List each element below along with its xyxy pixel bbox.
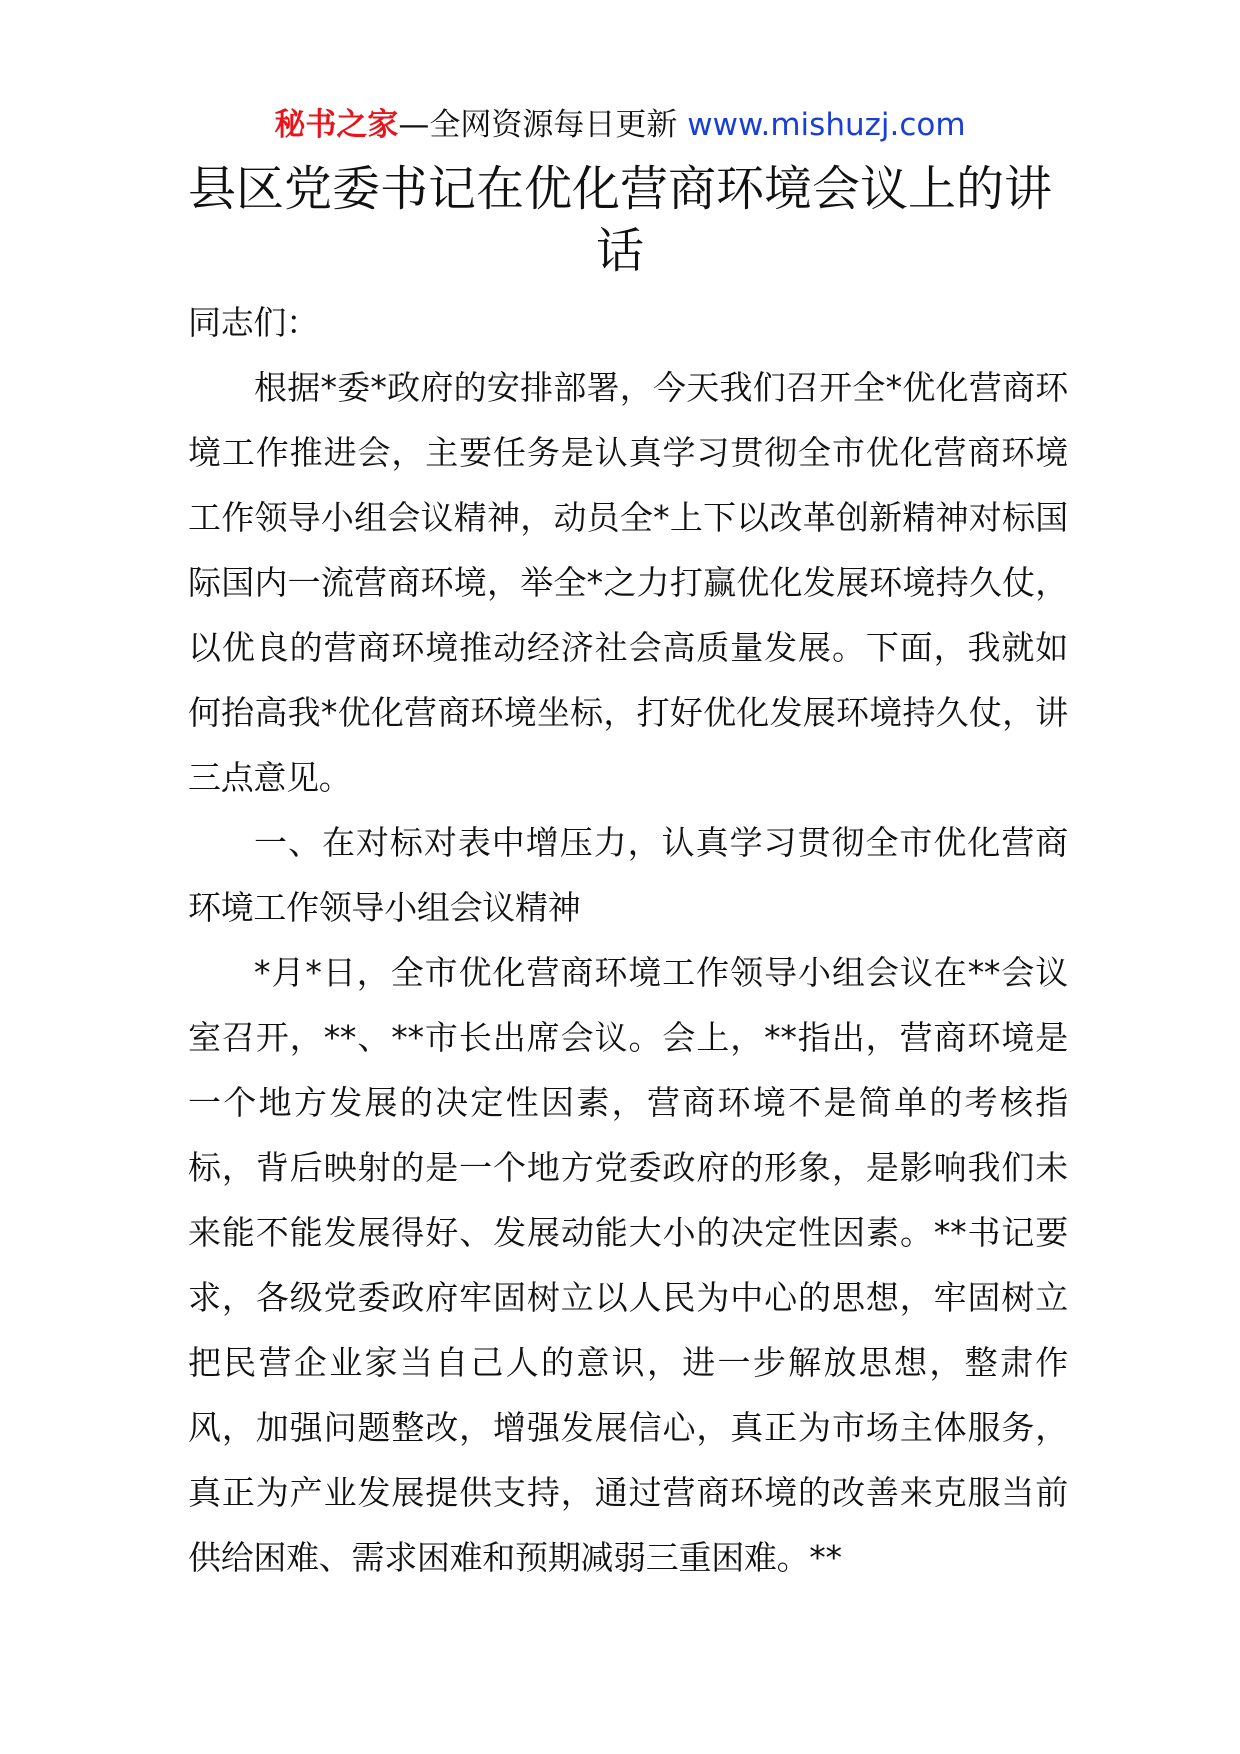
site-banner: [0, 100, 1240, 150]
section-heading-1: 一、在对标对表中增压力，认真学习贯彻全市优化营商环境工作领导小组会议精神: [188, 823, 1068, 927]
banner-tagline: —全网资源每日更新: [398, 107, 688, 143]
document-title: 县区党委书记在优化营商环境会议上的讲话: [187, 161, 1052, 279]
paragraph-intro: 根据*委*政府的安排部署，今天我们召开全*优化营商环境工作推进会，主要任务是认真学习贯彻全市优化营商环境工作领导小组会议精神，动员全*上下以改革创新精神对标国际国内一流营商环境，举全*之力打赢优化发展环境持久仗，以优良的营商环境推动经济社会高质量发展。下面，我就如何抬高我*优化营商环境坐标，打好优化发展环境持久仗，讲三点意见。: [188, 368, 1068, 797]
brand-name: 秘书之家: [274, 107, 399, 143]
salutation: 同志们：: [188, 303, 319, 342]
site-url[interactable]: www.mishuzj.com: [687, 107, 966, 143]
document-body: [188, 290, 1068, 1590]
paragraph-section-1: *月*日，全市优化营商环境工作领导小组会议在**会议室召开，**、**市长出席会议。会上，**指出，营商环境是一个地方发展的决定性因素，营商环境不是简单的考核指标，背后映射的是一个地方党委政府的形象，是影响我们未来能不能发展得好、发展动能大小的决定性因素。**书记要求，各级党委政府牢固树立以人民为中心的思想，牢固树立把民营企业家当自己人的意识，进一步解放思想，整肃作风，加强问题整改，增强发展信心，真正为市场主体服务，真正为产业发展提供支持，通过营商环境的改善来克服当前供给困难、需求困难和预期减弱三重困难。**: [188, 953, 1068, 1577]
